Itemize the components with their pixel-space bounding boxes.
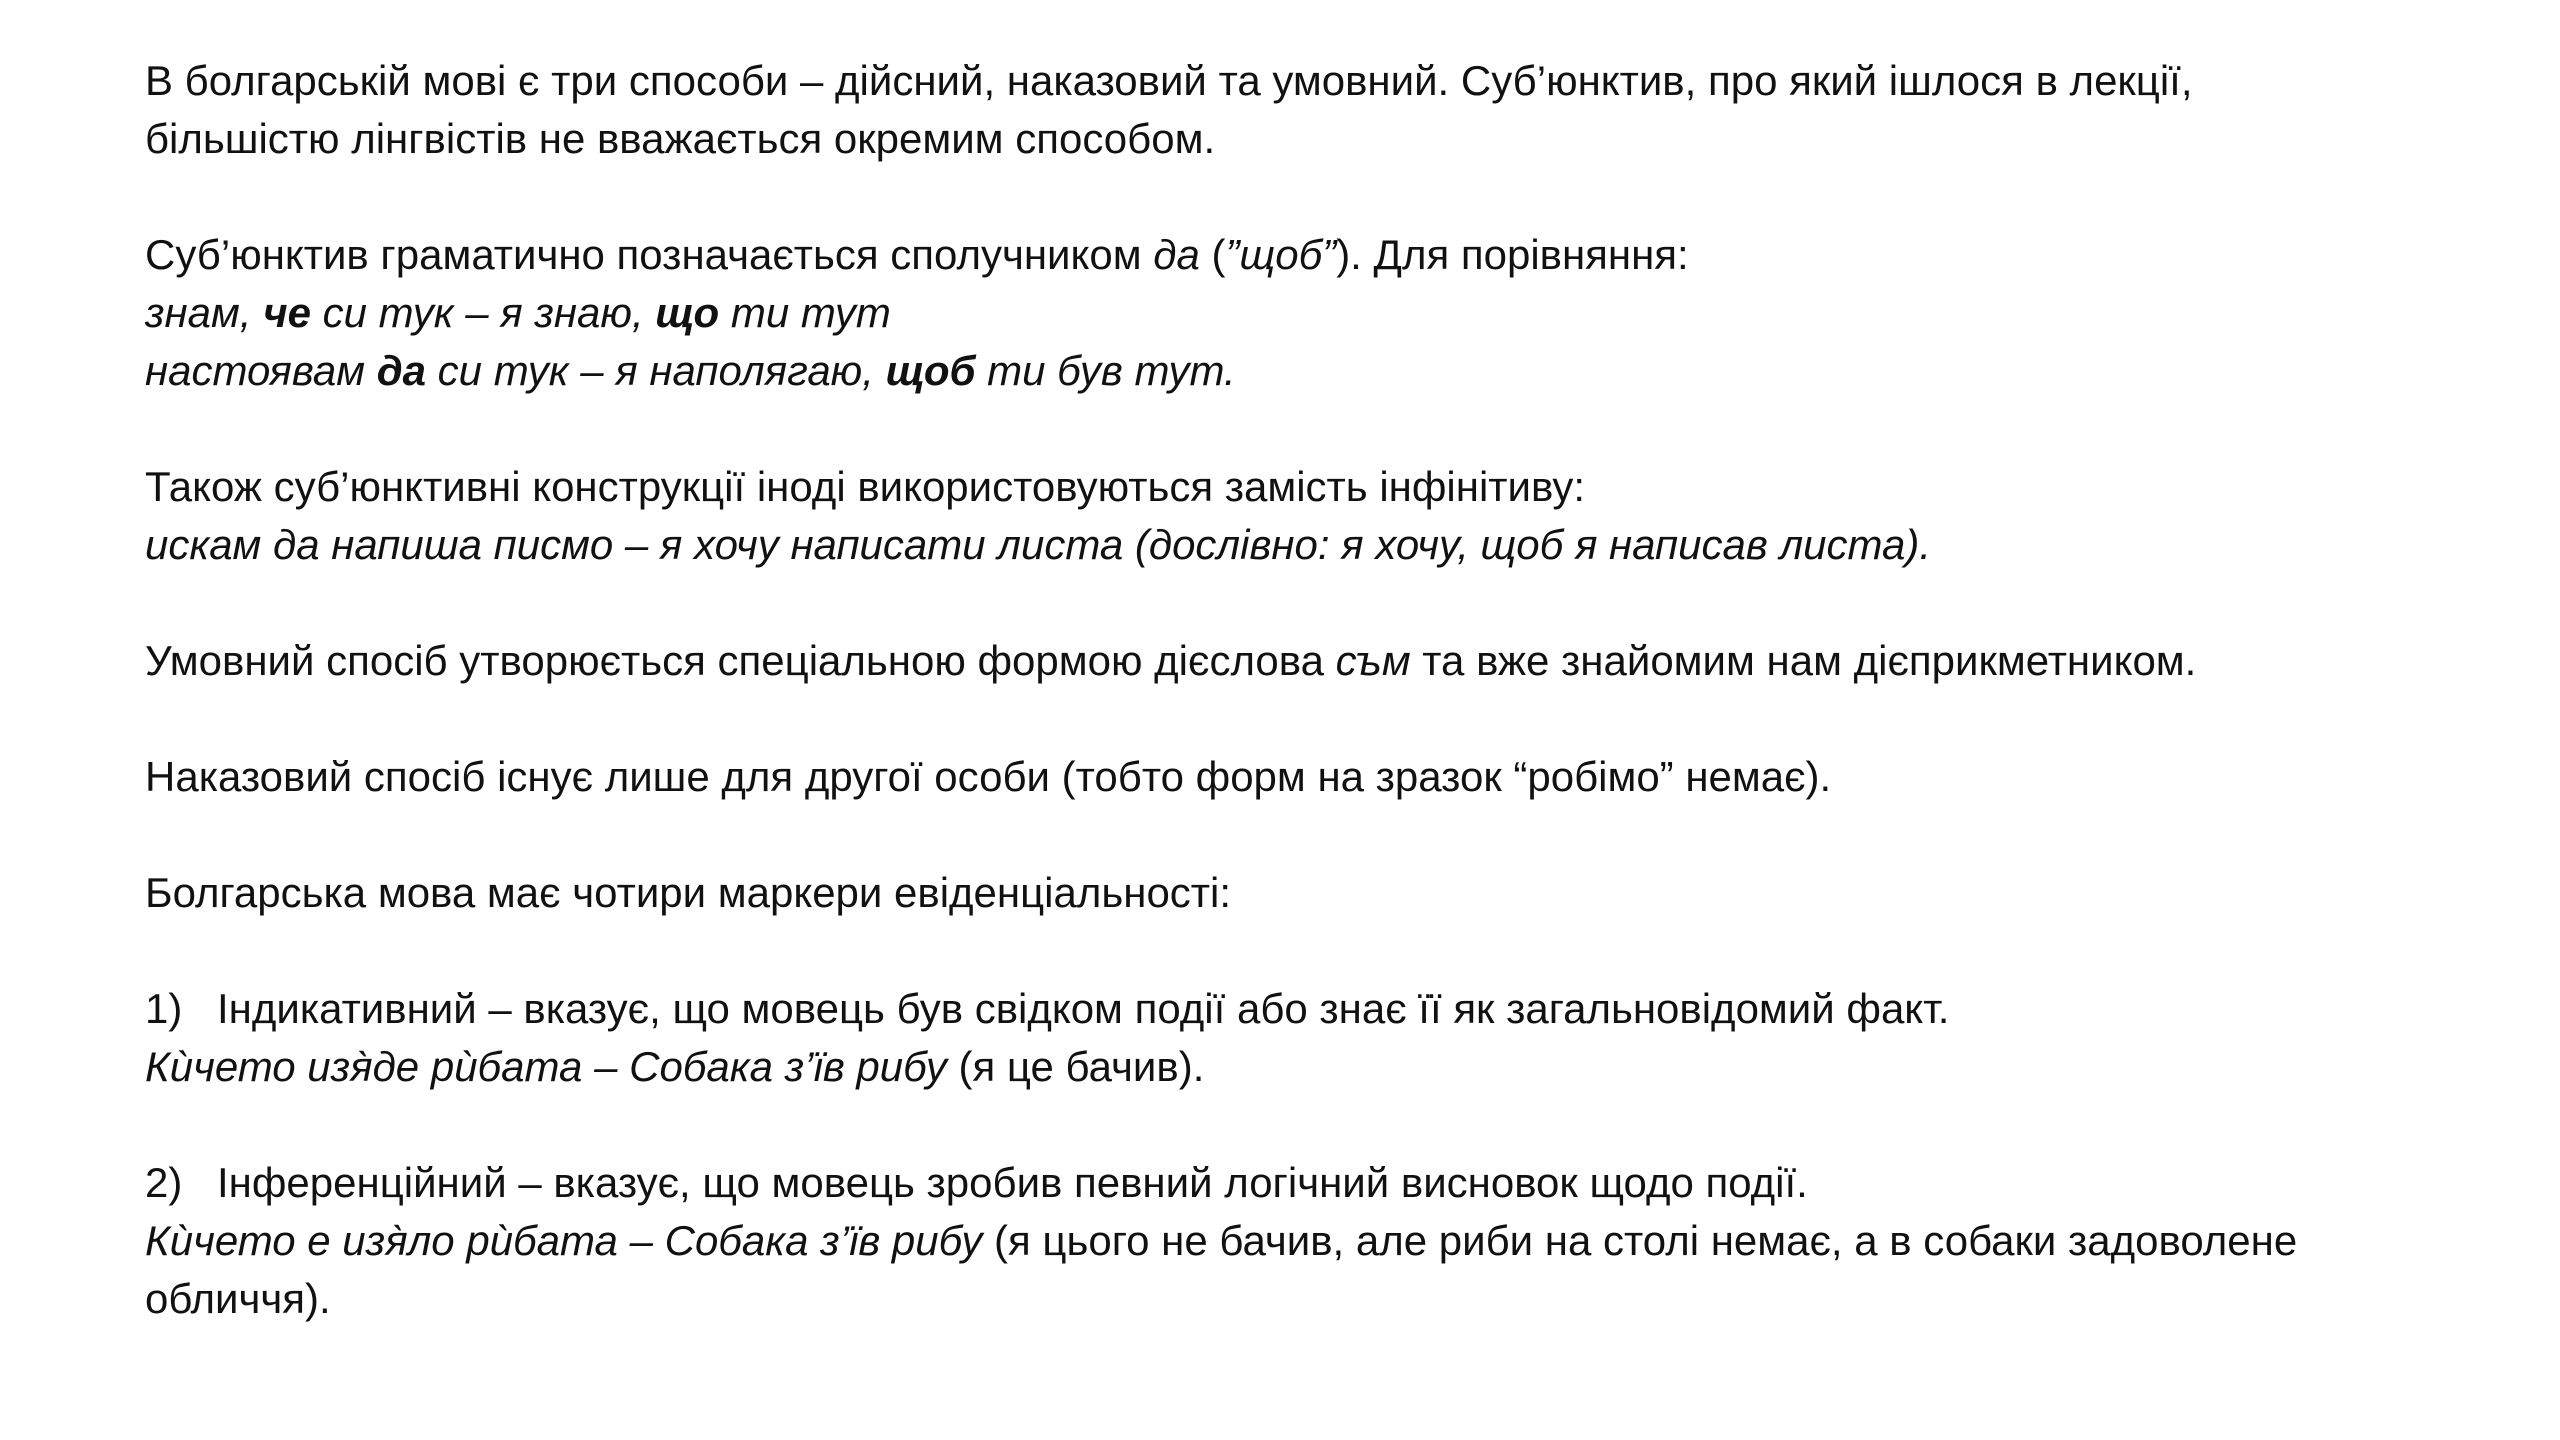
list-item-2-example-cont: обличчя). (145, 1275, 331, 1322)
example-line-2 (145, 342, 2445, 400)
spacer (145, 574, 2445, 632)
paragraph-imperative: Наказовий спосіб існує лише для другої особи (тобто форм на зразок “робімо” немає). (145, 753, 1832, 800)
paragraph-subjunctive (145, 226, 2445, 284)
text: та вже знайомим нам дієприкметником. (1410, 637, 2197, 684)
paragraph-moods-line-2: більшістю лінгвістів не вважається окремим способом. (145, 115, 1216, 162)
text: (я цього не бачив, але риби на столі немає, а в собаки задоволене (982, 1217, 2298, 1264)
paragraph-evidentiality: Болгарська мова має чотири маркери евіденціальності: (145, 869, 1232, 916)
text: ти був тут. (975, 347, 1236, 394)
list-number: 2) (145, 1159, 183, 1206)
paragraph-moods-line-1: В болгарській мові є три способи – дійсний, наказовий та умовний. Суб’юнктив, про який ішлося в лекції, (145, 57, 2193, 104)
italic-word-shchob: ”щоб” (1225, 231, 1337, 278)
bold-word: да (376, 347, 427, 394)
text: ( (1199, 231, 1226, 278)
text: настоявам (145, 347, 377, 394)
text: Умовний спосіб утворюється спеціальною формою дієслова (145, 637, 1336, 684)
text: ти тут (719, 289, 891, 336)
paragraph-conditional (145, 632, 2445, 690)
paragraph-infinitive-line-1: Також суб’юнктивні конструкції іноді використовуються замість інфінітиву: (145, 463, 1586, 510)
text: Суб’юнктив граматично позначається сполучником (145, 231, 1154, 278)
spacer (145, 1096, 2445, 1154)
text: знам, (145, 289, 264, 336)
text: ). Для порівняння: (1336, 231, 1689, 278)
paragraph-infinitive-example: искам да напиша писмо – я хочу написати листа (дослівно: я хочу, щоб я написав листа). (145, 521, 1932, 568)
italic-example: Кѝчето изя̀де рѝбата – Собака з’їв рибу (145, 1043, 947, 1090)
list-item-text: Індикативний – вказує, що мовець був свідком події або знає її як загальновідомий факт. (217, 985, 1950, 1032)
spacer (145, 690, 2445, 748)
list-item-text: Інференційний – вказує, що мовець зробив певний логічний висновок щодо події. (217, 1159, 1808, 1206)
spacer (145, 168, 2445, 226)
bold-word: що (655, 289, 720, 336)
spacer (145, 922, 2445, 980)
italic-word-da: да (1153, 231, 1200, 278)
list-item-1-example (145, 1038, 2445, 1096)
list-number: 1) (145, 985, 183, 1032)
list-item-2 (145, 1154, 2445, 1212)
text: си тук – я знаю, (310, 289, 656, 336)
list-item-1 (145, 980, 2445, 1038)
spacer (145, 806, 2445, 864)
list-item-2-example (145, 1212, 2445, 1270)
text: си тук – я наполягаю, (426, 347, 886, 394)
example-line-1 (145, 284, 2445, 342)
italic-example: Кѝчето е изя̀ло рѝбата – Собака з’їв рибу (145, 1217, 983, 1264)
bold-word: щоб (885, 347, 976, 394)
bold-word: че (263, 289, 311, 336)
spacer (145, 400, 2445, 458)
slide-text (145, 52, 2445, 1328)
italic-word-sam: съм (1335, 637, 1411, 684)
text: (я це бачив). (946, 1043, 1205, 1090)
